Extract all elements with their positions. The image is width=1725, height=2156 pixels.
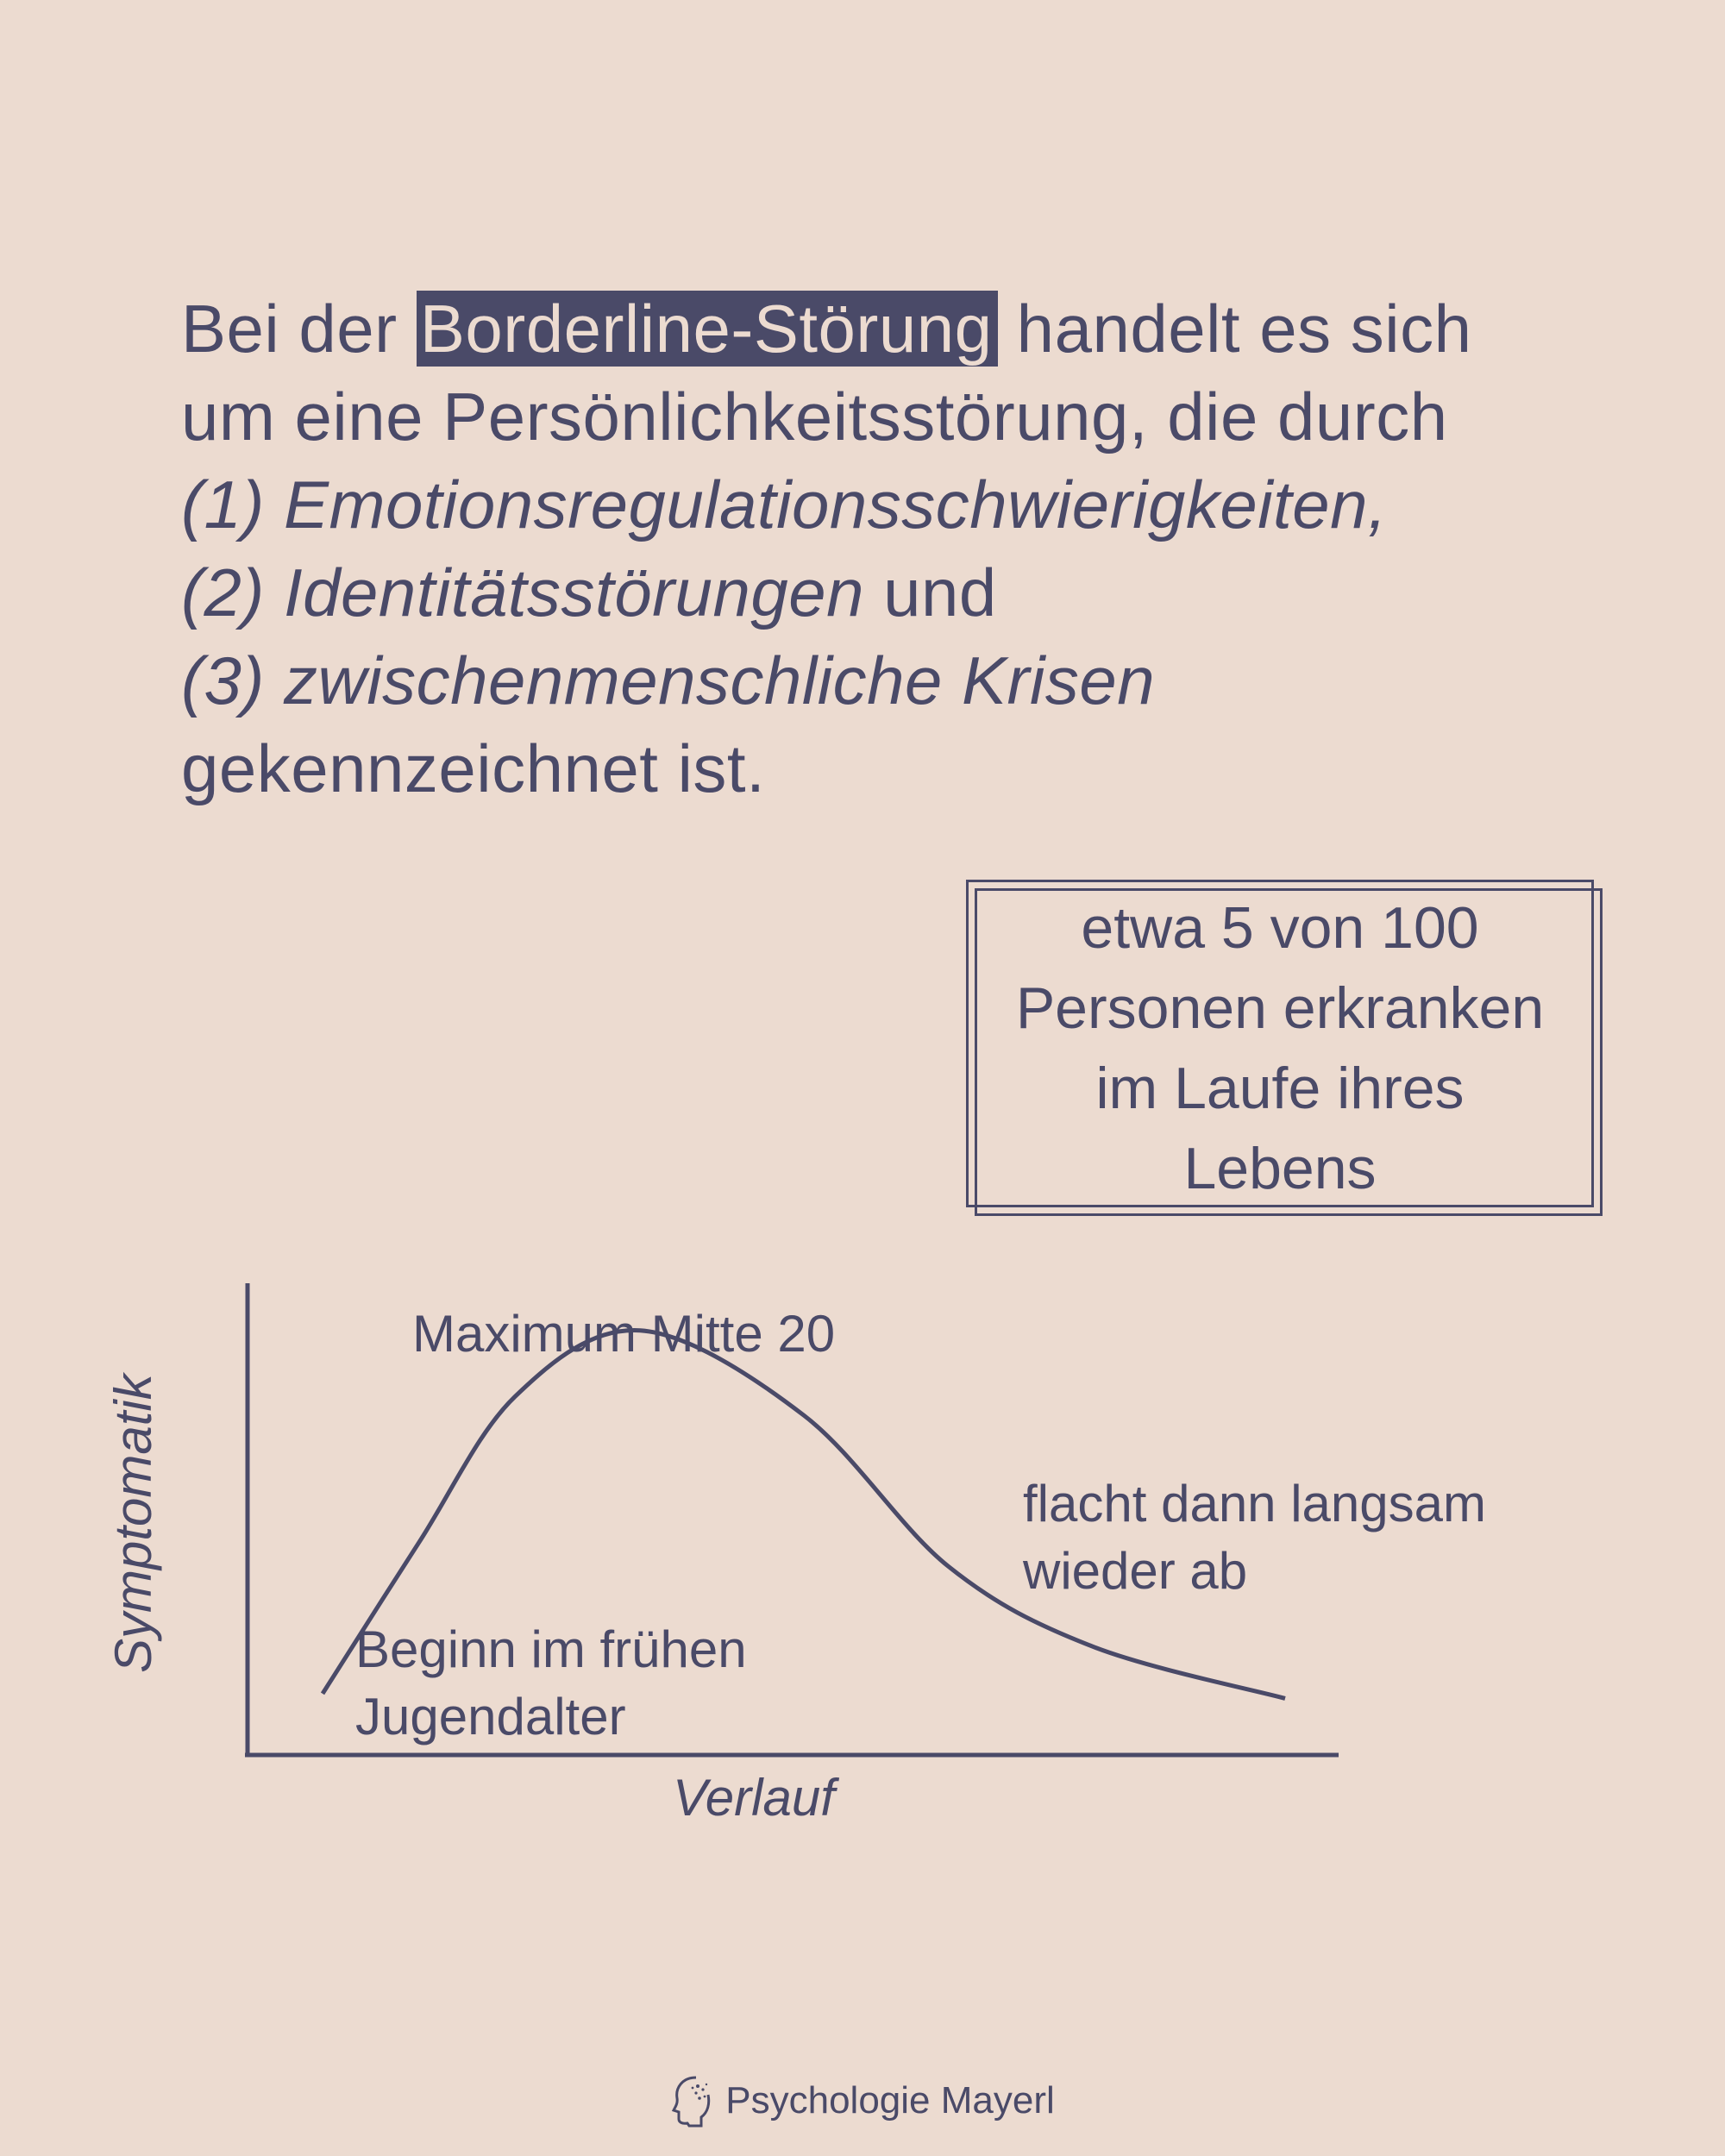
brand-name: Psychologie Mayerl [725,2079,1055,2122]
decline-annotation: flacht dann langsam wieder ab [1023,1475,1487,1600]
symptom-item-2-line: (2) Identitätsstörungen und [181,555,997,630]
symptom-item-3: (3) zwischenmenschliche Krisen [181,642,1156,718]
head-profile-icon [670,2074,713,2128]
symptom-item-2: (2) Identitätsstörungen [181,555,864,630]
footer-brand [0,2074,1725,2137]
symptom-item-1: (1) Emotionsregulationsschwierigkeiten, [181,467,1388,542]
highlight-term: Borderline-Störung [417,291,998,367]
peak-annotation: Maximum Mitte 20 [412,1305,836,1363]
prevalence-line-3: im Laufe ihres [1095,1056,1465,1121]
prevalence-line-2: Personen erkranken [1015,975,1545,1041]
intro-line-2: um eine Persönlichkeitsstörung, die durch [181,379,1448,454]
prevalence-line-1: etwa 5 von 100 [1081,895,1479,961]
intro-line-1: Bei der Borderline-Störung handelt es sich [181,291,1472,367]
prevalence-line-4: Lebens [1183,1136,1377,1201]
onset-annotation: Beginn im frühen Jugendalter [355,1620,747,1745]
intro-line-6: gekennzeichnet ist. [181,730,766,806]
x-axis-label: Verlauf [673,1769,835,1827]
